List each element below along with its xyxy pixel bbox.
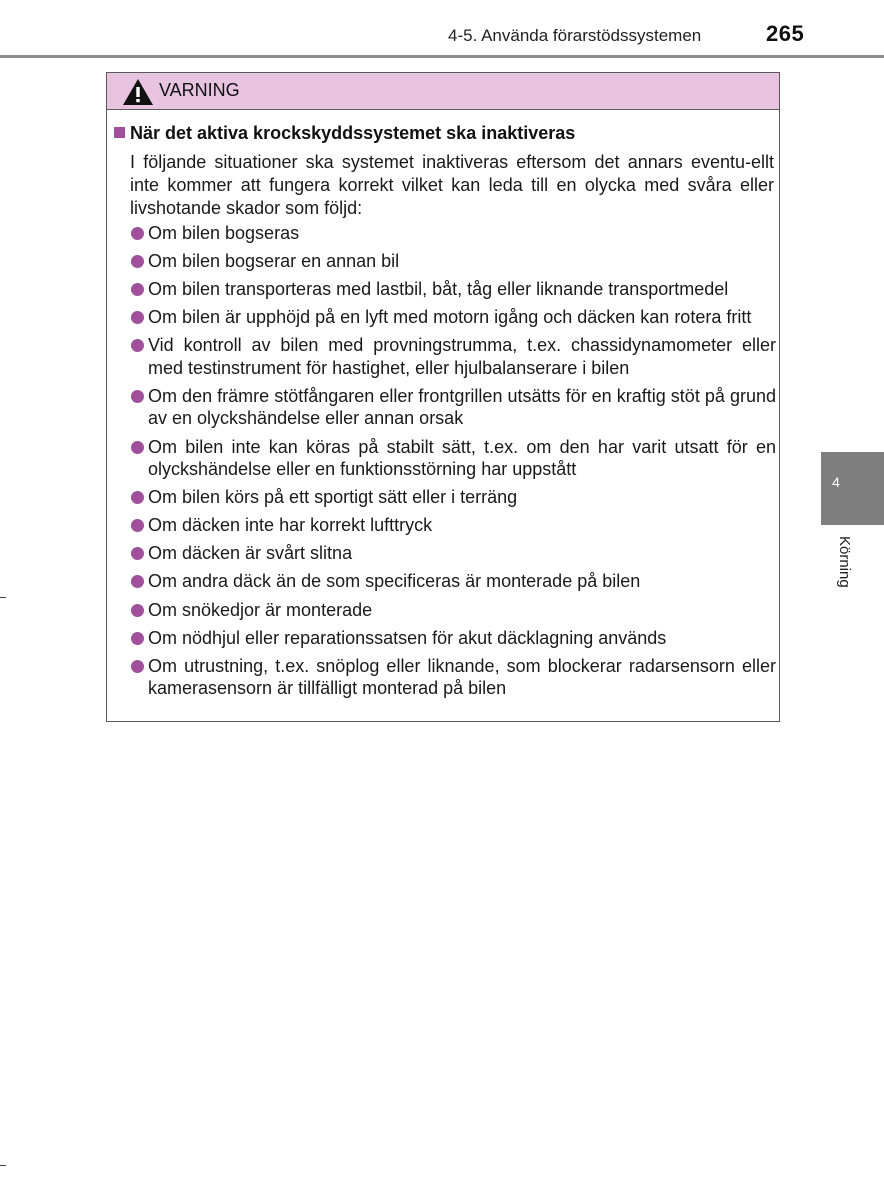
- list-item: [131, 334, 776, 379]
- round-bullet-icon: [131, 441, 144, 454]
- round-bullet-icon: [131, 519, 144, 532]
- round-bullet-icon: [131, 660, 144, 673]
- round-bullet-icon: [131, 632, 144, 645]
- chapter-tab: [821, 452, 884, 525]
- list-item: [131, 250, 776, 273]
- round-bullet-icon: [131, 491, 144, 504]
- chapter-label: Körning: [836, 536, 853, 588]
- square-bullet-icon: [114, 127, 125, 138]
- warning-title: VARNING: [159, 80, 240, 100]
- crop-mark: [0, 597, 6, 598]
- list-item-text: Om nödhjul eller reparationssatsen för akut däcklagning används: [148, 627, 667, 648]
- list-item: [131, 436, 776, 481]
- list-item: [131, 627, 776, 650]
- chapter-number: 4: [832, 474, 840, 490]
- page-number: 265: [766, 21, 805, 46]
- list-item-text: Om bilen är upphöjd på en lyft med motorn igång och däcken kan rotera fritt: [148, 307, 752, 328]
- list-item-text: Om bilen transporteras med lastbil, båt, tåg eller liknande transportmedel: [148, 279, 729, 300]
- bullet-list: [131, 222, 776, 705]
- list-item: [131, 570, 776, 593]
- warning-heading: [114, 123, 575, 144]
- list-item: [131, 655, 776, 700]
- round-bullet-icon: [131, 339, 144, 352]
- round-bullet-icon: [131, 390, 144, 403]
- list-item: [131, 306, 776, 329]
- list-item-text: Vid kontroll av bilen med provningstrumma, t.ex. chassidynamometer eller med testinstrument för hastighet, eller hjulbalanserare i bilen: [148, 335, 776, 378]
- warning-intro: I följande situationer ska systemet inaktiveras eftersom det annars eventu-ellt inte kommer att fungera korrekt vilket kan leda till en olycka med svåra eller livshotande skador som följd:: [130, 152, 774, 218]
- round-bullet-icon: [131, 227, 144, 240]
- round-bullet-icon: [131, 575, 144, 588]
- list-item: [131, 486, 776, 509]
- list-item: [131, 278, 776, 301]
- list-item-text: Om bilen inte kan köras på stabilt sätt, t.ex. om den har varit utsatt för en olyckshändelse eller en funktionsstörning har uppstått: [148, 436, 776, 480]
- list-item-text: Om däcken är svårt slitna: [148, 543, 353, 564]
- list-item-text: Om utrustning, t.ex. snöplog eller liknande, som blockerar radarsensorn eller kamerasensorn är tillfälligt monterad på bilen: [148, 655, 776, 699]
- section-title: 4-5. Använda förarstödssystemen: [448, 26, 702, 45]
- warning-header: [107, 73, 779, 110]
- warning-heading-text: När det aktiva krockskyddssystemet ska inaktiveras: [130, 123, 576, 143]
- list-item-text: Om bilen bogserar en annan bil: [148, 251, 400, 272]
- round-bullet-icon: [131, 547, 144, 560]
- list-item-text: Om snökedjor är monterade: [148, 599, 373, 620]
- page-header: [0, 0, 884, 60]
- crop-mark: [0, 1165, 6, 1166]
- list-item: [131, 385, 776, 430]
- round-bullet-icon: [131, 283, 144, 296]
- list-item-text: Om däcken inte har korrekt lufttryck: [148, 515, 433, 536]
- round-bullet-icon: [131, 255, 144, 268]
- warning-triangle-icon: [122, 78, 154, 106]
- header-rule: [0, 55, 884, 58]
- list-item: [131, 542, 776, 565]
- warning-box: [106, 72, 780, 722]
- list-item-text: Om andra däck än de som specificeras är monterade på bilen: [148, 571, 641, 592]
- list-item-text: Om bilen körs på ett sportigt sätt eller i terräng: [148, 487, 518, 508]
- list-item-text: Om bilen bogseras: [148, 223, 300, 243]
- list-item-text: Om den främre stötfångaren eller frontgrillen utsätts för en kraftig stöt på grund av en olyckshändelse eller annan orsak: [148, 385, 776, 429]
- round-bullet-icon: [131, 311, 144, 324]
- list-item: [131, 599, 776, 622]
- list-item: [131, 222, 776, 245]
- list-item: [131, 514, 776, 537]
- round-bullet-icon: [131, 604, 144, 617]
